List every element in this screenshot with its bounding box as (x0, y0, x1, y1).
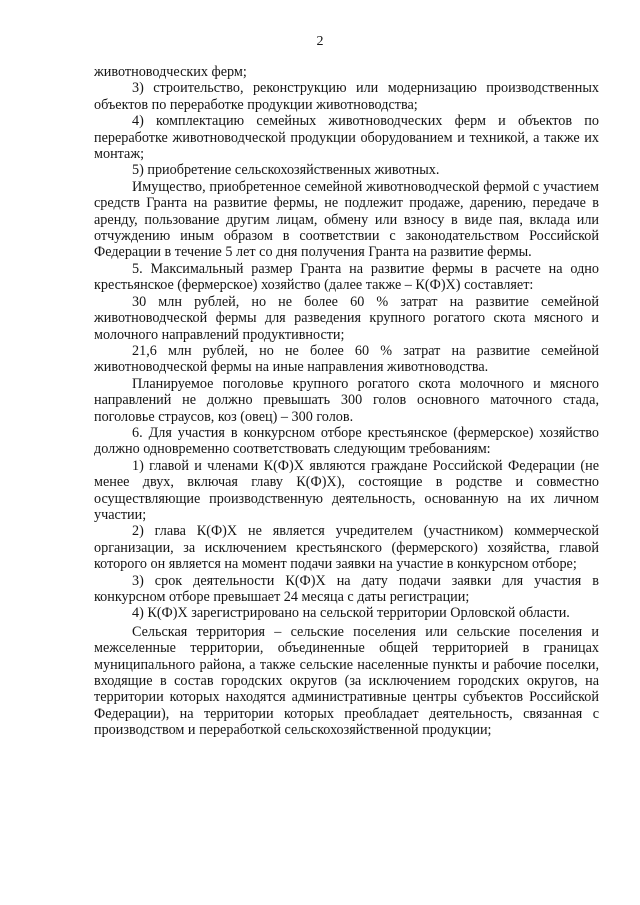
paragraph-requirement-1: 1) главой и членами К(Ф)Х являются граждане Российской Федерации (не менее двух, включая главу К(Ф)Х), состоящие в родстве и совместно осуществляющие производственную деятельность, основанную на их личном участии; (94, 457, 599, 523)
paragraph-rural-territory-definition: Сельская территория – сельские поселения или сельские поселения и межселенные территории, объединенные общей территорией в границах муниципального района, а также сельские населенные пункты и рабочие поселки, входящие в состав городских округов (за исключением городских округов, на территории которых находятся административные центры субъектов Российской Федерации), на территории которых преобладает деятельность, связанная с производством и переработкой сельскохозяйственной продукции; (94, 623, 599, 739)
paragraph-item-4: 4) комплектацию семейных животноводческих ферм и объектов по переработке животноводческой продукции оборудованием и техникой, а также их монтаж; (94, 113, 599, 163)
paragraph-property-restriction: Имущество, приобретенное семейной животноводческой фермой с участием средств Гранта на развитие фермы, не подлежит продаже, дарению, передаче в аренду, пользование другим лицам, обмену или взносу в виде пая, вклада или отчуждению иным образом в соответствии с законодательством Российской Федерации в течение 5 лет со дня получения Гранта на развитие фермы. (94, 178, 599, 261)
paragraph-grant-30mln: 30 млн рублей, но не более 60 % затрат на развитие семейной животноводческой фермы для разведения крупного рогатого скота мясного и молочного направлений продуктивности; (94, 293, 599, 343)
document-body (94, 64, 599, 739)
paragraph-livestock-limit: Планируемое поголовье крупного рогатого скота молочного и мясного направлений не должно превышать 300 голов основного маточного стада, поголовье страусов, коз (овец) – 300 голов. (94, 375, 599, 425)
paragraph-item-5: 5) приобретение сельскохозяйственных животных. (132, 162, 440, 179)
paragraph-section-5: 5. Максимальный размер Гранта на развитие фермы в расчете на одно крестьянское (фермерское) хозяйство (далее также – К(Ф)Х) составляет: (94, 260, 599, 294)
paragraph-continuation: животноводческих ферм; (94, 64, 247, 80)
paragraph-grant-21mln: 21,6 млн рублей, но не более 60 % затрат на развитие семейной животноводческой фермы на иные направления животноводства. (94, 342, 599, 376)
paragraph-requirement-4: 4) К(Ф)Х зарегистрировано на сельской территории Орловской области. (132, 605, 570, 622)
paragraph-requirement-3: 3) срок деятельности К(Ф)Х на дату подачи заявки для участия в конкурсном отборе превышает 24 месяца с даты регистрации; (94, 572, 599, 605)
paragraph-section-6: 6. Для участия в конкурсном отборе крестьянское (фермерское) хозяйство должно одновременно соответствовать следующим требованиям: (94, 424, 599, 458)
page-number: 2 (316, 34, 324, 49)
paragraph-requirement-2: 2) глава К(Ф)Х не является учредителем (участником) коммерческой организации, за исключением крестьянского (фермерского) хозяйства, главой которого он является на момент подачи заявки на участие в конкурсном отборе; (94, 523, 599, 573)
paragraph-item-3: 3) строительство, реконструкцию или модернизацию производственных объектов по переработке продукции животноводства; (94, 80, 599, 113)
